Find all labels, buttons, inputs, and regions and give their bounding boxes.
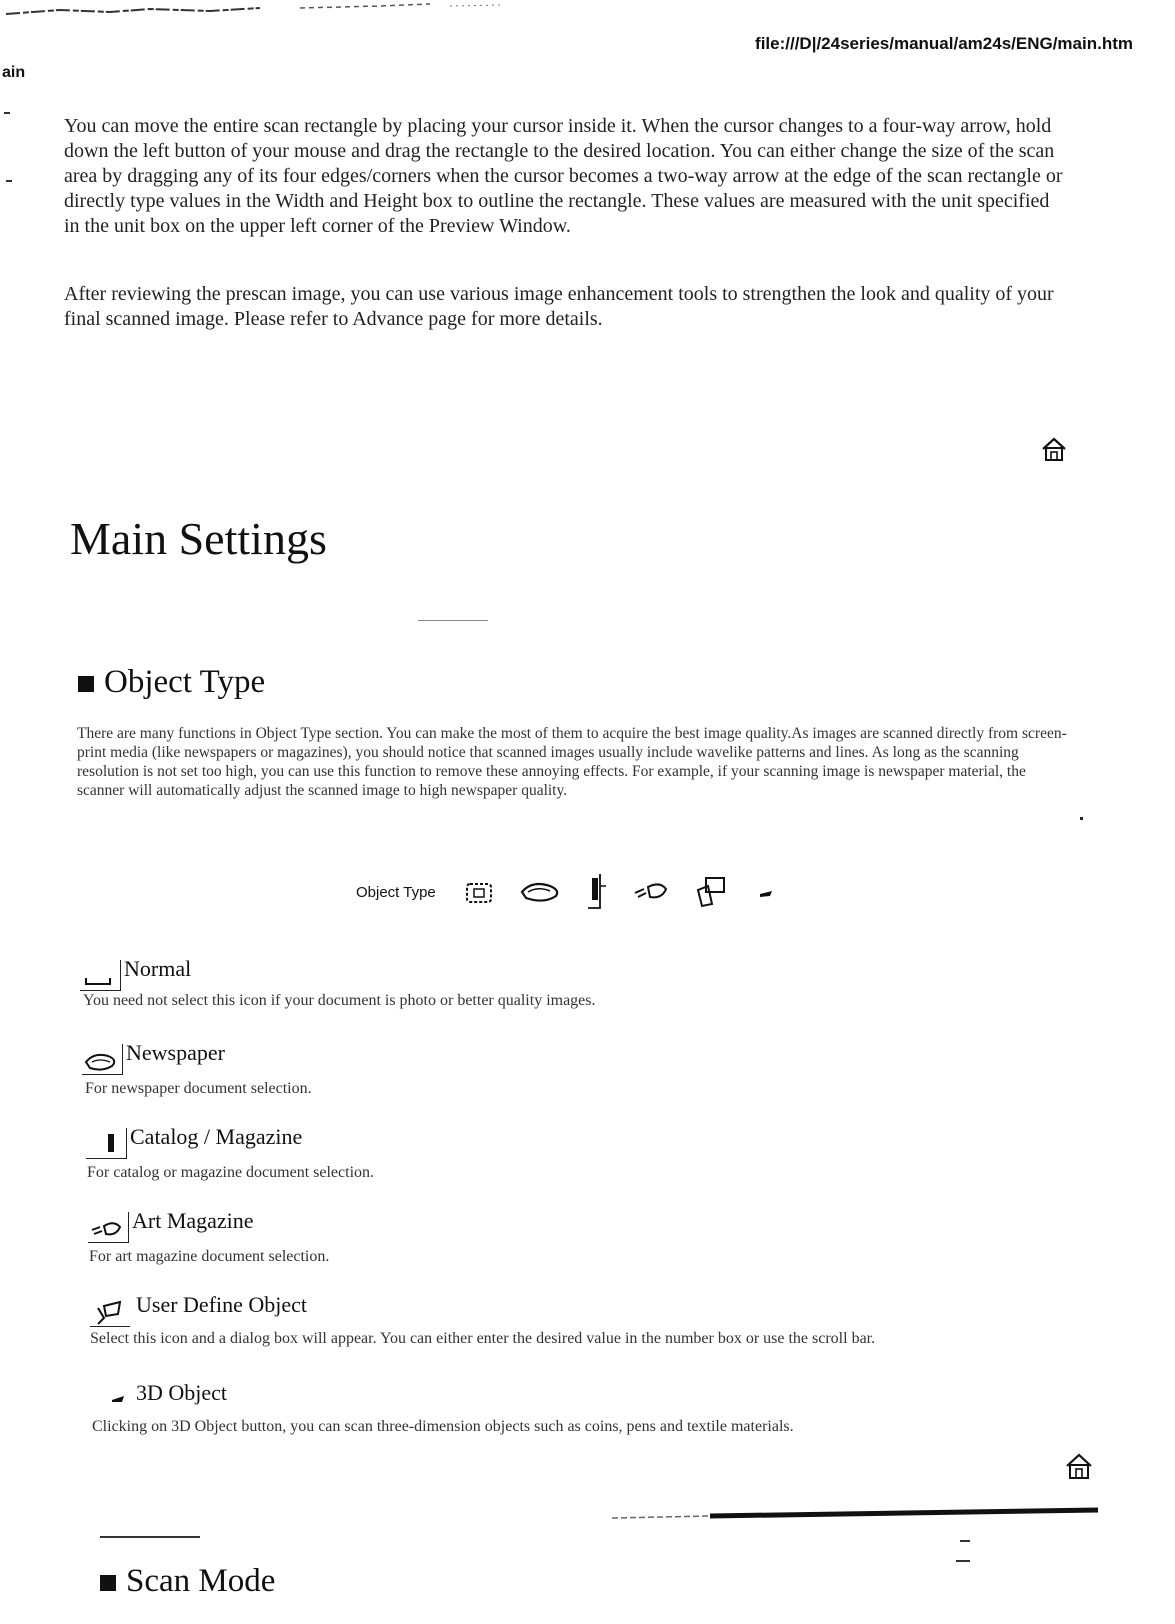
item-desc-catalog: For catalog or magazine document selection.: [87, 1164, 375, 1181]
item-title-catalog: Catalog / Magazine: [130, 1124, 303, 1149]
newspaper-icon[interactable]: [518, 878, 562, 906]
intro-paragraph-2: After reviewing the prescan image, you can use various image enhancement tools to strengthen the look and quality of your final scanned image. Please refer to Advance page for more details.: [64, 283, 1054, 330]
object-type-description: There are many functions in Object Type section. You can make the most of them to acquire the best image quality.As images are scanned directly from screen-print media (like newspapers or magazines), you should notice that scanned images usually include wavelike patterns and lines. As long as the scanning resolution is not set too high, you can use this function to remove these annoying effects. For example, if your scanning image is newspaper material, the scanner will automatically adjust the scanned image to high newspaper quality.: [77, 725, 1067, 799]
scan-speck: [956, 1560, 970, 1562]
home-icon[interactable]: [1040, 436, 1068, 462]
newspaper-icon: [82, 1044, 122, 1074]
item-desc-normal: You need not select this icon if your document is photo or better quality images.: [83, 992, 596, 1009]
intro-paragraph-1: You can move the entire scan rectangle by placing your cursor inside it. When the cursor changes to a four-way arrow, hold down the left button of your mouse and drag the rectangle to the desired location. You can either change the size of the scan area by dragging any of its four edges/corners when the cursor becomes a two-way arrow at the edge of the scan rectangle or directly type values in the Width and Height box to outline the rectangle. These values are measured with the unit specified in the unit box on the upper left corner of the Preview Window.: [64, 115, 1063, 237]
item-desc-user-define: Select this icon and a dialog box will appear. You can either enter the desired value in the number box or use the scroll bar.: [90, 1330, 876, 1347]
catalog-item-icon: [86, 1128, 127, 1159]
art-magazine-icon[interactable]: [632, 879, 672, 905]
user-define-item-icon: [90, 1296, 130, 1327]
item-desc-newspaper: For newspaper document selection.: [85, 1080, 312, 1097]
normal-icon[interactable]: [462, 878, 496, 906]
catalog-icon[interactable]: [584, 872, 610, 912]
art-magazine-item-icon: [88, 1212, 129, 1243]
item-title-3d-object: 3D Object: [136, 1380, 228, 1405]
catalog-icon: [86, 1128, 126, 1158]
bullet-icon: [78, 676, 94, 692]
item-desc-art-magazine: For art magazine document selection.: [89, 1248, 330, 1265]
divider-rule: [100, 1536, 200, 1538]
object-type-toolbar: [356, 872, 782, 912]
item-title-newspaper: Newspaper: [126, 1040, 225, 1065]
object-type-toolbar-label: Object Type: [356, 883, 436, 901]
user-define-icon[interactable]: [694, 874, 730, 910]
3d-object-icon[interactable]: [752, 882, 782, 902]
scan-speck: [1080, 817, 1083, 820]
page-title: Main Settings: [70, 513, 327, 564]
3d-object-icon: [110, 1390, 132, 1406]
divider-rule: [610, 1506, 1100, 1520]
item-title-normal: Normal: [124, 956, 192, 981]
scan-speck: [960, 1540, 970, 1542]
item-title-art-magazine: Art Magazine: [132, 1208, 254, 1233]
normal-icon: [80, 960, 120, 990]
margin-mark: [6, 180, 12, 182]
page-title-fragment: ain: [2, 64, 26, 81]
item-desc-3d-object: Clicking on 3D Object button, you can scan three-dimension objects such as coins, pens and textile materials.: [92, 1418, 794, 1435]
home-icon[interactable]: [1064, 1452, 1094, 1480]
newspaper-item-icon: [82, 1044, 123, 1075]
section-heading-scan-mode: Scan Mode: [100, 1563, 275, 1600]
bullet-icon: [100, 1575, 116, 1591]
divider-fragment: [418, 620, 488, 621]
file-path-header: file:///D|/24series/manual/am24s/ENG/main.htm: [755, 34, 1133, 53]
section-heading-object-type: Object Type: [78, 664, 265, 701]
normal-item-icon: [80, 960, 121, 991]
user-define-icon: [90, 1296, 130, 1326]
art-magazine-icon: [88, 1212, 128, 1242]
item-title-user-define: User Define Object: [136, 1292, 308, 1317]
scan-noise-top: [0, 0, 560, 18]
margin-mark: [4, 112, 10, 114]
